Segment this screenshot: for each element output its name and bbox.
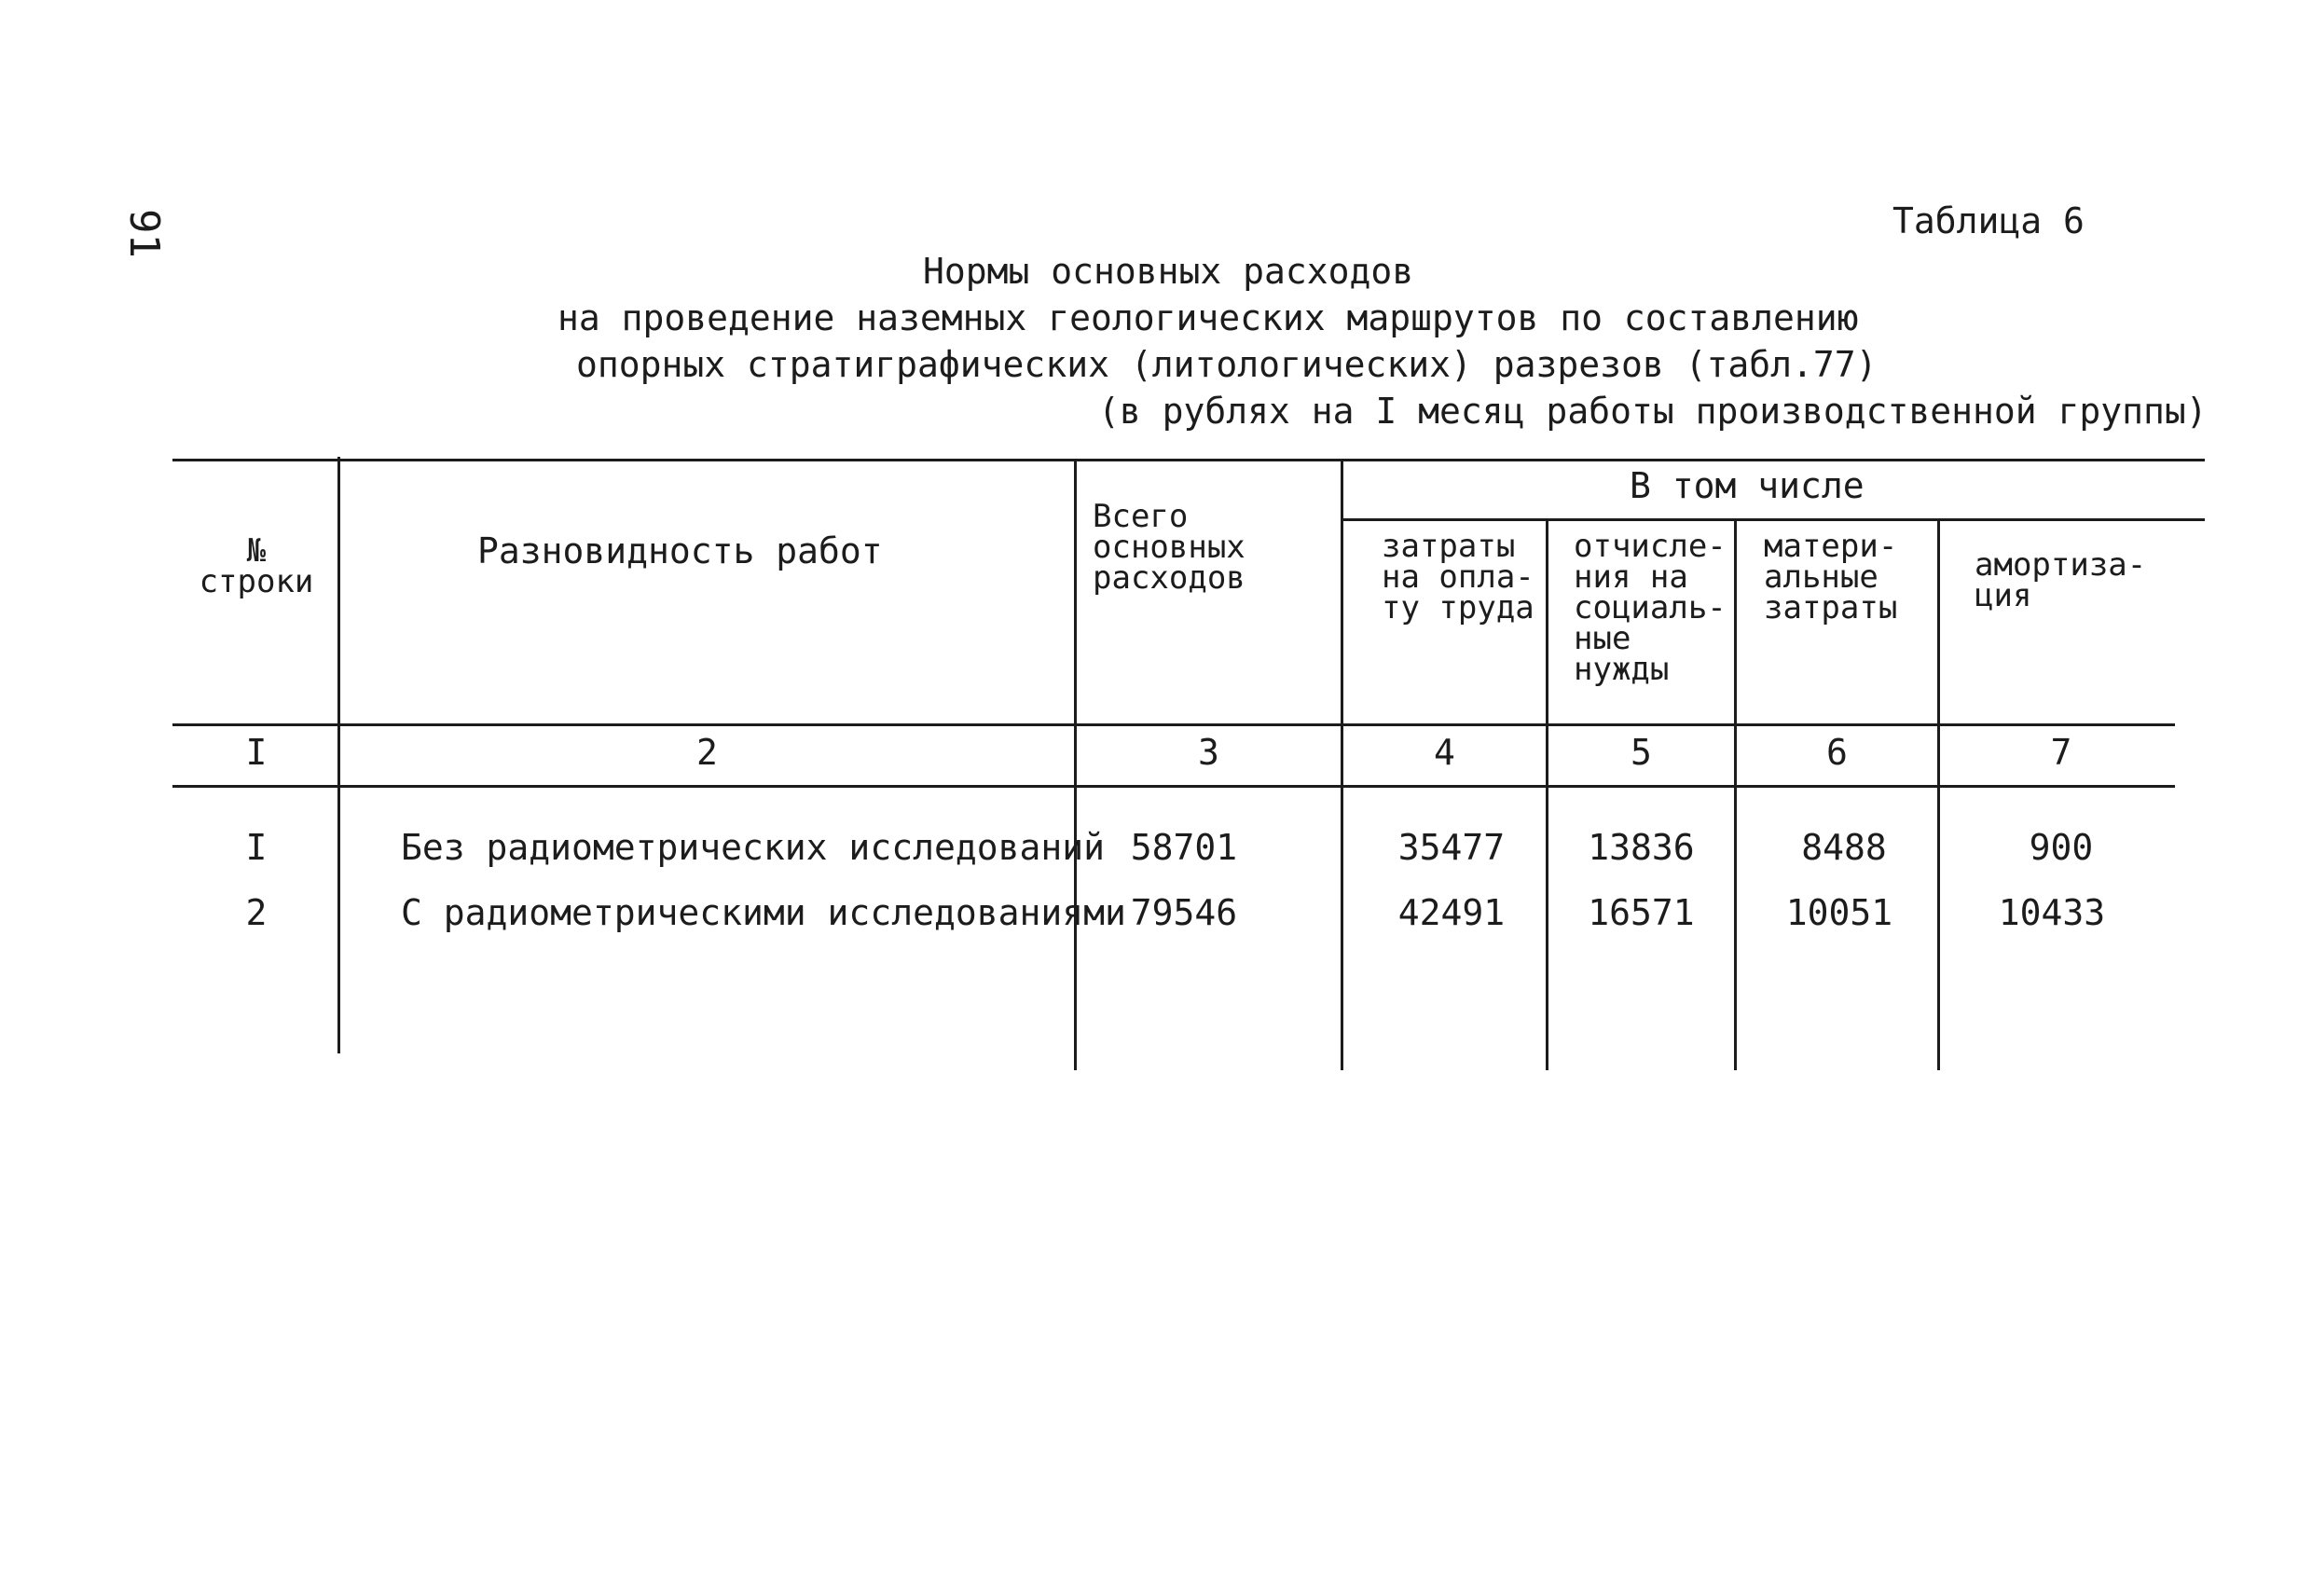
- header-work-type: Разновидность работ: [477, 530, 883, 571]
- column-number-3: 3: [1198, 732, 1219, 773]
- work-type-name: С радиометрическими исследованиями: [401, 892, 1126, 933]
- labor-value: 42491: [1397, 892, 1506, 933]
- table-top-rule: [172, 459, 2205, 461]
- header-bottom-rule: [172, 723, 2175, 726]
- column-number-1: I: [245, 732, 268, 773]
- header-materials: матери- альные затраты: [1764, 528, 1898, 626]
- social-value: 16571: [1588, 892, 1695, 933]
- page-number: 91: [119, 209, 168, 258]
- row-number: I: [245, 827, 268, 868]
- total-value: 79546: [1130, 892, 1238, 933]
- depreciation-value: 900: [2029, 827, 2094, 868]
- column-number-6: 6: [1826, 732, 1848, 773]
- title-line-1: Нормы основных расходов: [923, 251, 1414, 292]
- materials-value: 8488: [1801, 827, 1887, 868]
- column-numbers-bottom-rule: [172, 785, 2175, 788]
- column-number-4: 4: [1434, 732, 1455, 773]
- table-label: Таблица 6: [1892, 200, 2085, 241]
- column-divider-6: [1937, 518, 1940, 1070]
- title-line-3: опорных стратиграфических (литологических) разрезов (табл.77): [576, 344, 1878, 385]
- column-number-7: 7: [2050, 732, 2072, 773]
- total-value: 58701: [1130, 827, 1238, 868]
- work-type-name: Без радиометрических исследований: [401, 827, 1105, 868]
- subheader-rule: [1342, 518, 2205, 521]
- header-including: В том числе: [1630, 465, 1865, 506]
- column-number-5: 5: [1631, 732, 1652, 773]
- header-social: отчисле- ния на социаль- ные нужды: [1574, 528, 1727, 688]
- column-number-2: 2: [696, 732, 718, 773]
- title-line-2: на проведение наземных геологических маршрутов по составлению: [557, 297, 1859, 338]
- header-row-no: № строки: [199, 532, 314, 600]
- row-number: 2: [245, 892, 268, 933]
- column-divider-4: [1546, 518, 1548, 1070]
- depreciation-value: 10433: [1998, 892, 2106, 933]
- column-divider-5: [1734, 518, 1737, 1070]
- materials-value: 10051: [1785, 892, 1893, 933]
- labor-value: 35477: [1397, 827, 1506, 868]
- header-depreciation: амортиза- ция: [1975, 546, 2147, 614]
- header-labor: затраты на опла- ту труда: [1382, 528, 1534, 626]
- social-value: 13836: [1588, 827, 1695, 868]
- title-line-4: (в рублях на I месяц работы производственной группы): [1098, 391, 2208, 432]
- header-total: Всего основных расходов: [1093, 498, 1245, 597]
